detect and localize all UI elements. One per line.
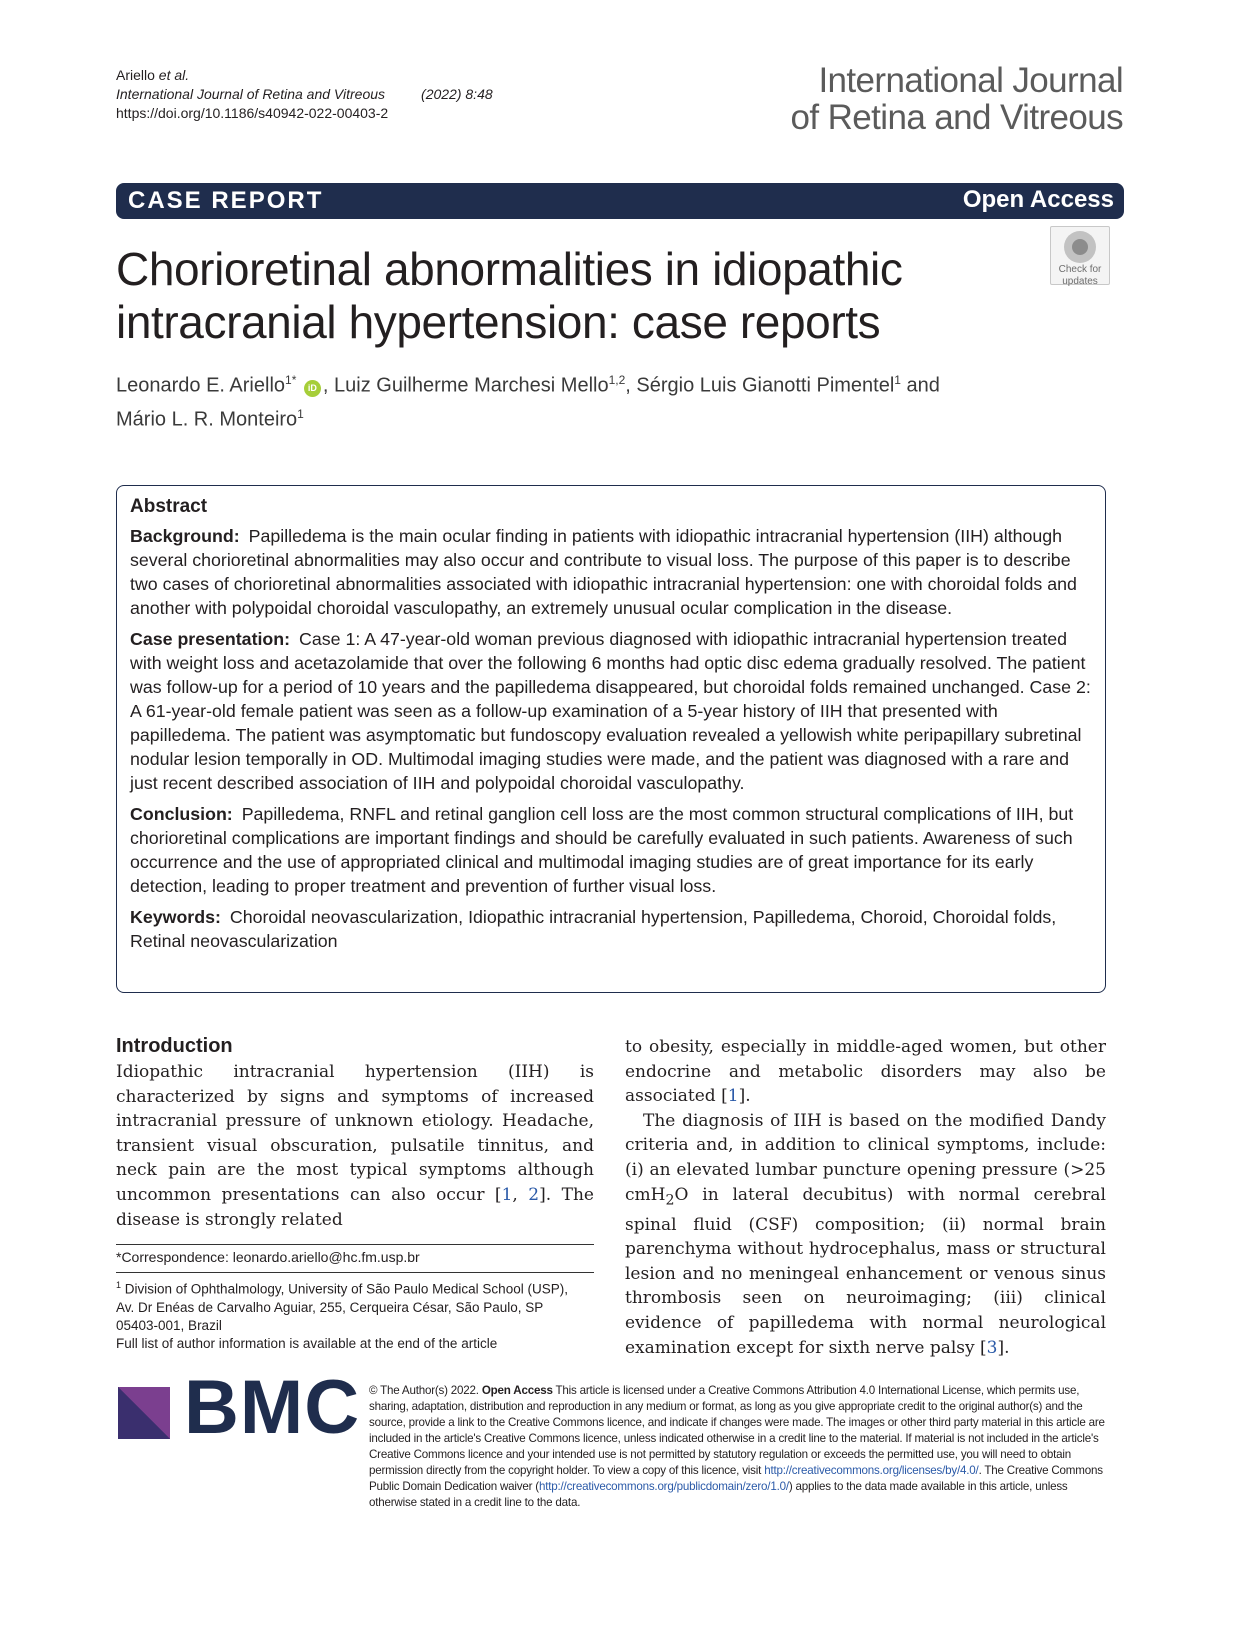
bmc-logo-icon	[118, 1387, 170, 1439]
intro-paragraph-2: The diagnosis of IIH is based on the modified Dandy criteria and, in addition to clinical symptoms, include: (i) an elevated lumbar puncture opening pressure (>25 cmH$_2$O in lateral decubitus) with normal cerebral spinal fluid (CSF) composition; (ii) normal brain parenchyma without hydrocephalus, mass or structural lesion and no meningeal enhancement or venous sinus thrombosis seen on neuroimaging; (iii) clinical evidence of papilledema with normal neurological examination except for sixth nerve palsy [3].	[625, 1110, 1106, 1358]
abstract-conclusion: Conclusion: Papilledema, RNFL and retinal ganglion cell loss are the most common structural complications of IIH, but chorioretinal complications are important findings and should be carefully evaluated in such patients. Awareness of such occurrence and the use of appropriated clinical and multimodal imaging studies are of great importance for its early detection, leading to proper treatment and prevention of further visual loss.	[130, 804, 1074, 896]
author-name[interactable]: Leonardo E. Ariello	[116, 374, 286, 397]
body-column-right	[625, 1035, 1106, 1360]
citation-block	[116, 66, 493, 123]
doi-link[interactable]: https://doi.org/10.1186/s40942-022-00403-2	[116, 105, 389, 121]
year-volume: (2022) 8:48	[421, 86, 493, 102]
reference-link[interactable]: 1	[501, 1184, 513, 1205]
reference-link[interactable]: 3	[986, 1337, 998, 1358]
author-name[interactable]: , Sérgio Luis Gianotti Pimentel	[625, 374, 895, 397]
waiver-link[interactable]: http://creativecommons.org/publicdomain/zero/1.0/	[538, 1480, 789, 1493]
orcid-icon[interactable]: iD	[304, 380, 321, 397]
intro-paragraph-1b: to obesity, especially in middle-aged women, but other endocrine and metabolic disorders may also be associated [1].	[625, 1037, 1106, 1107]
reference-link[interactable]: 1	[727, 1086, 739, 1107]
author-list: Leonardo E. Ariello$^{1*}$ iD , Luiz Guilherme Marchesi Mello$^{1,2}$, Sérgio Luis Gianotti Pimentel$^1$ and Mário L. R. Monteiro$^1$	[116, 373, 940, 431]
et-al: et al.	[158, 67, 190, 83]
license-link[interactable]: http://creativecommons.org/licenses/by/4.0/	[764, 1464, 979, 1477]
footnote-divider	[116, 1272, 594, 1273]
abstract-heading: Abstract	[130, 496, 208, 517]
author-name[interactable]: Mário L. R. Monteiro	[116, 408, 298, 431]
abstract-background: Background: Papilledema is the main ocular finding in patients with idiopathic intracranial hypertension (IIH) although several chorioretinal abnormalities may also occur and contribute to visual loss. The purpose of this paper is to describe two cases of chorioretinal abnormalities associated with idiopathic intracranial hypertension: one with choroidal folds and another with polypoidal choroidal vasculopathy, an extremely unusual ocular complication in the disease.	[130, 526, 1077, 618]
reference-link[interactable]: 2	[528, 1184, 540, 1205]
check-for-updates-button[interactable]: Check for updates	[1050, 226, 1110, 285]
body-column-left	[116, 1060, 594, 1232]
article-type: CASE REPORT	[128, 187, 324, 214]
open-access-label: Open Access	[962, 186, 1114, 213]
bmc-logo-text: BMC	[184, 1365, 361, 1450]
journal-citation: International Journal of Retina and Vitreous	[116, 86, 386, 102]
license-text: © The Author(s) 2022. Open Access This article is licensed under a Creative Commons Attribution 4.0 International License, which permits use, sharing, adaptation, distribution and reproduction in any medium or format, as long as you give appropriate credit to the original author(s) and the source, provide a link to the Creative Commons licence, and indicate if changes were made. The images or other third party material in this article are included in the article's Creative Commons licence, unless indicated otherwise in a credit line to the material. If material is not included in the article's Creative Commons licence and your intended use is not permitted by statutory regulation or exceeds the permitted use, you will need to obtain permission directly from the copyright holder. To view a copy of this licence, visit http://creativecommons.org/licenses/by/4.0/. The Creative Commons Public Domain Dedication waiver (http://creativecommons.org/publicdomain/zero/1.0/) applies to the data made available in this article, unless otherwise stated in a credit line to the data.	[369, 1384, 1105, 1509]
intro-paragraph-1a: Idiopathic intracranial hypertension (IIH) is characterized by signs and symptoms of increased intracranial pressure of unknown etiology. Headache, transient visual obscuration, pulsatile tinnitus, and neck pain are the most typical symptoms although uncommon presentations can also occur [1, 2]. The disease is strongly related	[116, 1062, 594, 1230]
article-type-banner	[116, 183, 1124, 219]
correspondence-note[interactable]: *Correspondence: leonardo.ariello@hc.fm.usp.br	[116, 1249, 420, 1265]
footnote-divider	[116, 1244, 594, 1245]
author-name[interactable]: , Luiz Guilherme Marchesi Mello	[322, 374, 609, 397]
introduction-heading: Introduction	[116, 1035, 233, 1057]
journal-name: International Journal of Retina and Vitreous	[790, 61, 1123, 137]
abstract-box	[116, 485, 1106, 993]
short-authors: Ariello	[116, 67, 155, 83]
abstract-case: Case presentation: Case 1: A 47-year-old woman previous diagnosed with idiopathic intracranial hypertension treated with weight loss and acetazolamide that over the following 6 months had optic disc edema gradually resolved. The patient was follow-up for a period of 10 years and the papilledema disappeared, but choroidal folds remained unchanged. Case 2: A 61-year-old female patient was seen as a follow-up examination of a 5-year history of IIH that presented with papilledema. The patient was asymptomatic but fundoscopy evaluation revealed a yellowish white peripapillary subretinal nodular lesion temporally in OD. Multimodal imaging studies were made, and the patient was diagnosed with a rare and just recent described association of IIH and polypoidal choroidal vasculopathy.	[130, 629, 1091, 793]
article-title: Chorioretinal abnormalities in idiopathic intracranial hypertension: case reports	[116, 243, 903, 348]
affiliation-note: $^1$ Division of Ophthalmology, University of São Paulo Medical School (USP), Av. Dr Enéas de Carvalho Aguiar, 255, Cerqueira César, São Paulo, SP 05403-001, Brazil Full list of author information is available at the end of the article	[116, 1280, 568, 1351]
check-updates-icon	[1064, 231, 1096, 263]
abstract-keywords: Keywords: Choroidal neovascularization, Idiopathic intracranial hypertension, Papilledema, Choroid, Choroidal folds, Retinal neovascularization	[130, 907, 1057, 951]
